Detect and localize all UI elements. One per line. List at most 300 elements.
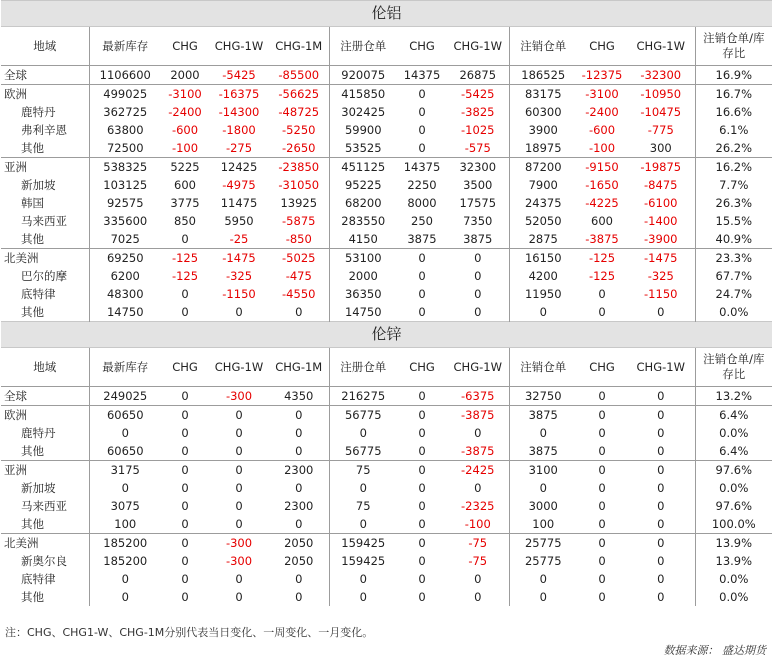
table-cell: 0 (509, 424, 577, 442)
table-cell: 0 (598, 287, 606, 301)
table-row (1, 267, 772, 285)
table-cell: 60650 (89, 406, 161, 425)
region-name: 新加坡 (1, 176, 89, 194)
table-row (1, 570, 772, 588)
header-row (1, 27, 772, 66)
table-cell: 24.7% (695, 285, 772, 303)
table-cell: -1150 (644, 287, 678, 301)
table-row (1, 424, 772, 442)
table-cell: 0 (474, 287, 482, 301)
table-cell: -125 (161, 249, 209, 268)
table-cell: 0 (397, 249, 447, 268)
table-cell: -100 (588, 141, 616, 155)
table-cell: 0 (269, 406, 329, 425)
table-cell: -3875 (461, 444, 495, 458)
table-cell: 600 (174, 178, 196, 192)
table-row (1, 552, 772, 570)
table-cell: 0.0% (695, 303, 772, 322)
table-cell: -600 (588, 123, 616, 137)
table-cell: 0 (474, 269, 482, 283)
column-header: 地域 (1, 27, 89, 66)
column-header: 最新库存 (89, 348, 161, 387)
region-name: 北美洲 (1, 249, 89, 268)
table-cell: 0 (598, 389, 606, 403)
column-header: CHG (397, 348, 447, 387)
table-row (1, 534, 772, 553)
table-row (1, 212, 772, 230)
table-cell: -600 (171, 123, 199, 137)
table-cell: 75 (329, 497, 397, 515)
table-row (1, 103, 772, 121)
table-cell: 36350 (329, 285, 397, 303)
table-cell: -475 (285, 269, 312, 283)
table-cell: -5425 (222, 68, 256, 82)
table-cell: 0 (598, 426, 606, 440)
table-cell: 97.6% (695, 497, 772, 515)
section-title-row (1, 1, 772, 27)
table-cell: 4150 (329, 230, 397, 249)
table-cell: 0 (418, 269, 426, 283)
table-cell: -4550 (282, 287, 316, 301)
table-cell: 26875 (459, 68, 497, 82)
table-cell: 0 (295, 444, 303, 458)
table-cell: -300 (225, 554, 253, 568)
table-cell: 7025 (110, 232, 140, 246)
table-cell: -325 (647, 269, 674, 283)
table-cell: 0 (181, 590, 189, 604)
table-cell: 0 (474, 305, 482, 319)
table-cell: 283550 (329, 212, 397, 230)
table-cell: 0 (209, 461, 269, 480)
table-row (1, 194, 772, 212)
table-cell: 7.7% (695, 176, 772, 194)
table-cell: 83175 (509, 85, 577, 104)
region-name: 其他 (1, 303, 89, 322)
table-cell: 18975 (509, 139, 577, 158)
table-cell: 0 (598, 481, 606, 495)
table-cell: 186525 (509, 66, 577, 85)
table-cell: 100 (509, 515, 577, 534)
table-cell: 0 (509, 588, 577, 606)
table-cell: 14375 (397, 158, 447, 177)
table-row (1, 285, 772, 303)
table-cell: 300 (649, 141, 672, 155)
column-header: CHG (397, 27, 447, 66)
table-cell: 56775 (329, 406, 397, 425)
table-cell: 0 (295, 305, 303, 319)
table-cell: 25775 (509, 552, 577, 570)
table-cell: 0 (474, 426, 482, 440)
table-cell: 23.3% (695, 249, 772, 268)
table-cell: 0 (235, 499, 243, 513)
region-name: 弗利辛恩 (1, 121, 89, 139)
table-cell: 2000 (329, 267, 397, 285)
table-cell: -10475 (640, 105, 682, 119)
table-cell: 0 (418, 123, 426, 137)
table-cell: 0 (657, 481, 665, 495)
table-row (1, 176, 772, 194)
table-cell: -6375 (461, 389, 495, 403)
table-cell: 40.9% (695, 230, 772, 249)
table-cell: 3875 (463, 232, 493, 246)
table-cell: 2000 (170, 68, 200, 82)
table-cell: 14750 (106, 305, 144, 319)
region-name: 鹿特丹 (1, 424, 89, 442)
table-cell: 0 (161, 406, 209, 425)
table-cell: 1106600 (99, 68, 151, 82)
table-cell: -275 (225, 141, 253, 155)
table-cell: 3775 (170, 196, 200, 210)
region-name: 鹿特丹 (1, 103, 89, 121)
table-cell: -10950 (627, 85, 695, 104)
table-cell: 0 (418, 590, 426, 604)
table-cell: 0 (397, 534, 447, 553)
table-cell: 6.4% (695, 442, 772, 461)
table-cell: 0 (418, 305, 426, 319)
table-cell: -125 (171, 269, 199, 283)
table-cell: -850 (285, 232, 312, 246)
table-cell: 0 (598, 572, 606, 586)
table-body (1, 1, 772, 607)
table-cell: 0 (418, 499, 426, 513)
table-cell: 60650 (106, 444, 144, 458)
table-cell: -100 (171, 141, 199, 155)
table-cell: 25775 (509, 534, 577, 553)
table-cell: 11950 (509, 285, 577, 303)
table-cell: 103125 (103, 178, 148, 192)
table-cell: 3875 (407, 232, 437, 246)
table-cell: 0 (209, 406, 269, 425)
section-title-row (1, 322, 772, 348)
table-cell: 48300 (106, 287, 144, 301)
column-header: 注册仓单 (329, 27, 397, 66)
column-header: CHG-1W (209, 348, 269, 387)
table-cell: 0 (657, 444, 665, 458)
table-cell: -1475 (209, 249, 269, 268)
column-header: CHG (577, 348, 627, 387)
data-source: 数据来源： 盛达期货 (663, 644, 766, 657)
table-cell: 3000 (509, 497, 577, 515)
table-cell: 5950 (224, 214, 254, 228)
table-cell: 216275 (329, 387, 397, 406)
table-cell: 53100 (329, 249, 397, 268)
table-cell: 6.1% (695, 121, 772, 139)
table-cell: 0 (577, 406, 627, 425)
table-cell: 0 (577, 461, 627, 480)
table-cell: -75 (447, 534, 509, 553)
table-cell: 0 (181, 572, 189, 586)
column-header: CHG-1W (209, 27, 269, 66)
table-cell: -9150 (577, 158, 627, 177)
table-row (1, 497, 772, 515)
table-cell: 16.7% (695, 85, 772, 104)
table-cell: -125 (588, 269, 616, 283)
region-name: 亚洲 (1, 461, 89, 480)
table-cell: -75 (468, 554, 488, 568)
table-cell: 0 (657, 426, 665, 440)
table-cell: 100 (114, 517, 137, 531)
table-row (1, 479, 772, 497)
table-cell: -1400 (644, 214, 678, 228)
table-cell: 0 (235, 517, 243, 531)
table-cell: 0 (418, 554, 426, 568)
table-cell: 0 (627, 461, 695, 480)
table-cell: 0 (161, 534, 209, 553)
table-cell: -300 (225, 389, 253, 403)
table-cell: 3875 (509, 406, 577, 425)
table-cell: 0 (598, 305, 606, 319)
table-row (1, 230, 772, 249)
table-cell: 0 (657, 572, 665, 586)
table-cell: -25 (229, 232, 249, 246)
table-cell: 0 (418, 141, 426, 155)
table-cell: -16375 (209, 85, 269, 104)
table-cell: -3100 (577, 85, 627, 104)
table-cell: -575 (464, 141, 491, 155)
table-cell: 0 (121, 481, 129, 495)
table-cell: 0 (121, 426, 129, 440)
region-name: 北美洲 (1, 534, 89, 553)
table-cell: 0 (509, 570, 577, 588)
table-cell: 0 (181, 517, 189, 531)
region-name: 新加坡 (1, 479, 89, 497)
table-cell: 0 (418, 444, 426, 458)
table-cell: 0 (418, 287, 426, 301)
table-cell: 75 (329, 461, 397, 480)
table-cell: 52050 (509, 212, 577, 230)
table-cell: 0 (295, 517, 303, 531)
table-cell: 0 (329, 570, 397, 588)
table-cell: 53525 (329, 139, 397, 158)
region-name: 马来西亚 (1, 212, 89, 230)
table-cell: 0 (509, 303, 577, 322)
table-row (1, 442, 772, 461)
table-cell: 0 (397, 461, 447, 480)
region-name: 其他 (1, 139, 89, 158)
table-cell: 0 (474, 590, 482, 604)
table-cell: 2050 (269, 534, 329, 553)
table-cell: 0 (329, 424, 397, 442)
table-cell: 59900 (329, 121, 397, 139)
region-name: 其他 (1, 442, 89, 461)
table-cell: 0 (121, 572, 129, 586)
region-name: 韩国 (1, 194, 89, 212)
table-cell: 0 (161, 461, 209, 480)
table-cell: 4350 (284, 389, 314, 403)
table-cell: 0 (181, 232, 189, 246)
table-cell: -19875 (627, 158, 695, 177)
table-cell: -3825 (461, 105, 495, 119)
report (1, 0, 772, 657)
table-cell: 0.0% (695, 424, 772, 442)
table-cell: -3875 (585, 232, 619, 246)
table-row (1, 515, 772, 534)
column-header: 最新库存 (89, 27, 161, 66)
table-cell: 0 (657, 305, 665, 319)
table-cell: 87200 (509, 158, 577, 177)
table-cell: -325 (225, 269, 253, 283)
table-cell: 0 (657, 554, 665, 568)
table-cell: -5250 (282, 123, 316, 137)
table-cell: 2300 (284, 499, 314, 513)
table-cell: -5875 (282, 214, 316, 228)
table-cell: 13.2% (695, 387, 772, 406)
table-cell: 0 (181, 287, 189, 301)
table-cell: 0 (181, 444, 189, 458)
section-title: 伦铝 (1, 1, 772, 27)
table-cell: -12375 (581, 68, 623, 82)
table-cell: 3900 (509, 121, 577, 139)
column-header: 地域 (1, 348, 89, 387)
table-cell: 2875 (509, 230, 577, 249)
table-cell: 0 (474, 481, 482, 495)
table-cell: 499025 (89, 85, 161, 104)
table-cell: 0 (657, 590, 665, 604)
table-cell: -4975 (222, 178, 256, 192)
table-cell: 3175 (89, 461, 161, 480)
table-cell: 32750 (509, 387, 577, 406)
table-cell: 13.9% (695, 552, 772, 570)
table-cell: 0.0% (695, 570, 772, 588)
table-cell: -5025 (269, 249, 329, 268)
column-header: 注销仓单/库存比 (695, 348, 772, 387)
region-name: 全球 (1, 66, 89, 85)
table-cell: 0 (418, 389, 426, 403)
table-cell: 12425 (209, 158, 269, 177)
column-header: 注销仓单 (509, 348, 577, 387)
table-cell: -5425 (447, 85, 509, 104)
table-cell: 72500 (106, 141, 144, 155)
region-name: 马来西亚 (1, 497, 89, 515)
table-cell: 13.9% (695, 534, 772, 553)
table-cell: 6200 (110, 269, 140, 283)
table-cell: -6100 (644, 196, 678, 210)
table-cell: 0 (509, 479, 577, 497)
table-cell: 3075 (110, 499, 140, 513)
table-cell: 0 (418, 481, 426, 495)
region-name: 欧洲 (1, 85, 89, 104)
table-cell: -125 (577, 249, 627, 268)
table-cell: 3875 (509, 442, 577, 461)
table-cell: 0 (627, 534, 695, 553)
column-header: CHG-1M (269, 348, 329, 387)
table-cell: 0 (329, 588, 397, 606)
table-cell: 0 (181, 499, 189, 513)
region-name: 其他 (1, 515, 89, 534)
region-name: 欧洲 (1, 406, 89, 425)
table-cell: -4225 (585, 196, 619, 210)
table-cell: 8000 (407, 196, 437, 210)
table-cell: 0 (418, 105, 426, 119)
table-cell: 0.0% (695, 588, 772, 606)
table-cell: 0 (235, 590, 243, 604)
table-cell: 0 (598, 554, 606, 568)
region-name: 全球 (1, 387, 89, 406)
table-cell: 69250 (89, 249, 161, 268)
table-cell: 0 (235, 481, 243, 495)
table-row (1, 387, 772, 406)
table-cell: 60300 (509, 103, 577, 121)
column-header: CHG (161, 27, 209, 66)
table-cell: -100 (464, 517, 491, 531)
table-cell: -2325 (461, 499, 495, 513)
table-cell: 24375 (509, 194, 577, 212)
region-name: 底特律 (1, 285, 89, 303)
table-cell: 335600 (103, 214, 148, 228)
table-row (1, 158, 772, 177)
table-cell: 5225 (161, 158, 209, 177)
table-cell: 538325 (89, 158, 161, 177)
table-cell: 850 (174, 214, 196, 228)
table-cell: -2400 (168, 105, 202, 119)
table-cell: -775 (647, 123, 674, 137)
column-header: CHG-1W (447, 348, 509, 387)
inventory-table (1, 0, 772, 606)
section-title: 伦锌 (1, 322, 772, 348)
table-cell: -56625 (269, 85, 329, 104)
region-name: 其他 (1, 588, 89, 606)
column-header: 注册仓单 (329, 348, 397, 387)
table-cell: 26.2% (695, 139, 772, 158)
table-cell: 68200 (329, 194, 397, 212)
table-cell: 0 (627, 406, 695, 425)
table-cell: 159425 (329, 534, 397, 553)
column-header: 注销仓单 (509, 27, 577, 66)
table-cell: -3900 (644, 232, 678, 246)
table-cell: -23850 (269, 158, 329, 177)
column-header: CHG (161, 348, 209, 387)
table-cell: 0 (598, 444, 606, 458)
table-row (1, 66, 772, 85)
column-header: CHG-1W (627, 27, 695, 66)
column-header: 注销仓单/库存比 (695, 27, 772, 66)
table-cell: 2050 (284, 554, 314, 568)
table-cell: 0 (295, 481, 303, 495)
table-cell: -14300 (218, 105, 260, 119)
column-header: CHG-1M (269, 27, 329, 66)
table-cell: 14375 (403, 68, 441, 82)
table-cell: 0 (181, 305, 189, 319)
table-cell: 415850 (329, 85, 397, 104)
table-cell: 920075 (329, 66, 397, 85)
column-header: CHG (577, 27, 627, 66)
table-cell: 0 (418, 517, 426, 531)
table-cell: -3100 (161, 85, 209, 104)
header-row (1, 348, 772, 387)
table-cell: 0 (295, 572, 303, 586)
region-name: 其他 (1, 230, 89, 249)
table-cell: 0 (657, 389, 665, 403)
table-cell: -2425 (447, 461, 509, 480)
table-cell: 100.0% (695, 515, 772, 534)
table-cell: 0 (329, 479, 397, 497)
column-header: CHG-1W (447, 27, 509, 66)
table-cell: 0 (121, 590, 129, 604)
table-cell: 451125 (329, 158, 397, 177)
table-row (1, 588, 772, 606)
table-cell: -1150 (222, 287, 256, 301)
region-name: 新奥尔良 (1, 552, 89, 570)
table-cell: 0 (577, 534, 627, 553)
table-cell: 250 (411, 214, 433, 228)
table-cell: 0.0% (695, 479, 772, 497)
column-header: CHG-1W (627, 348, 695, 387)
table-cell: 67.7% (695, 267, 772, 285)
table-cell: -1800 (222, 123, 256, 137)
table-cell: 13925 (280, 196, 318, 210)
table-cell: 0 (657, 499, 665, 513)
table-cell: -32300 (640, 68, 682, 82)
